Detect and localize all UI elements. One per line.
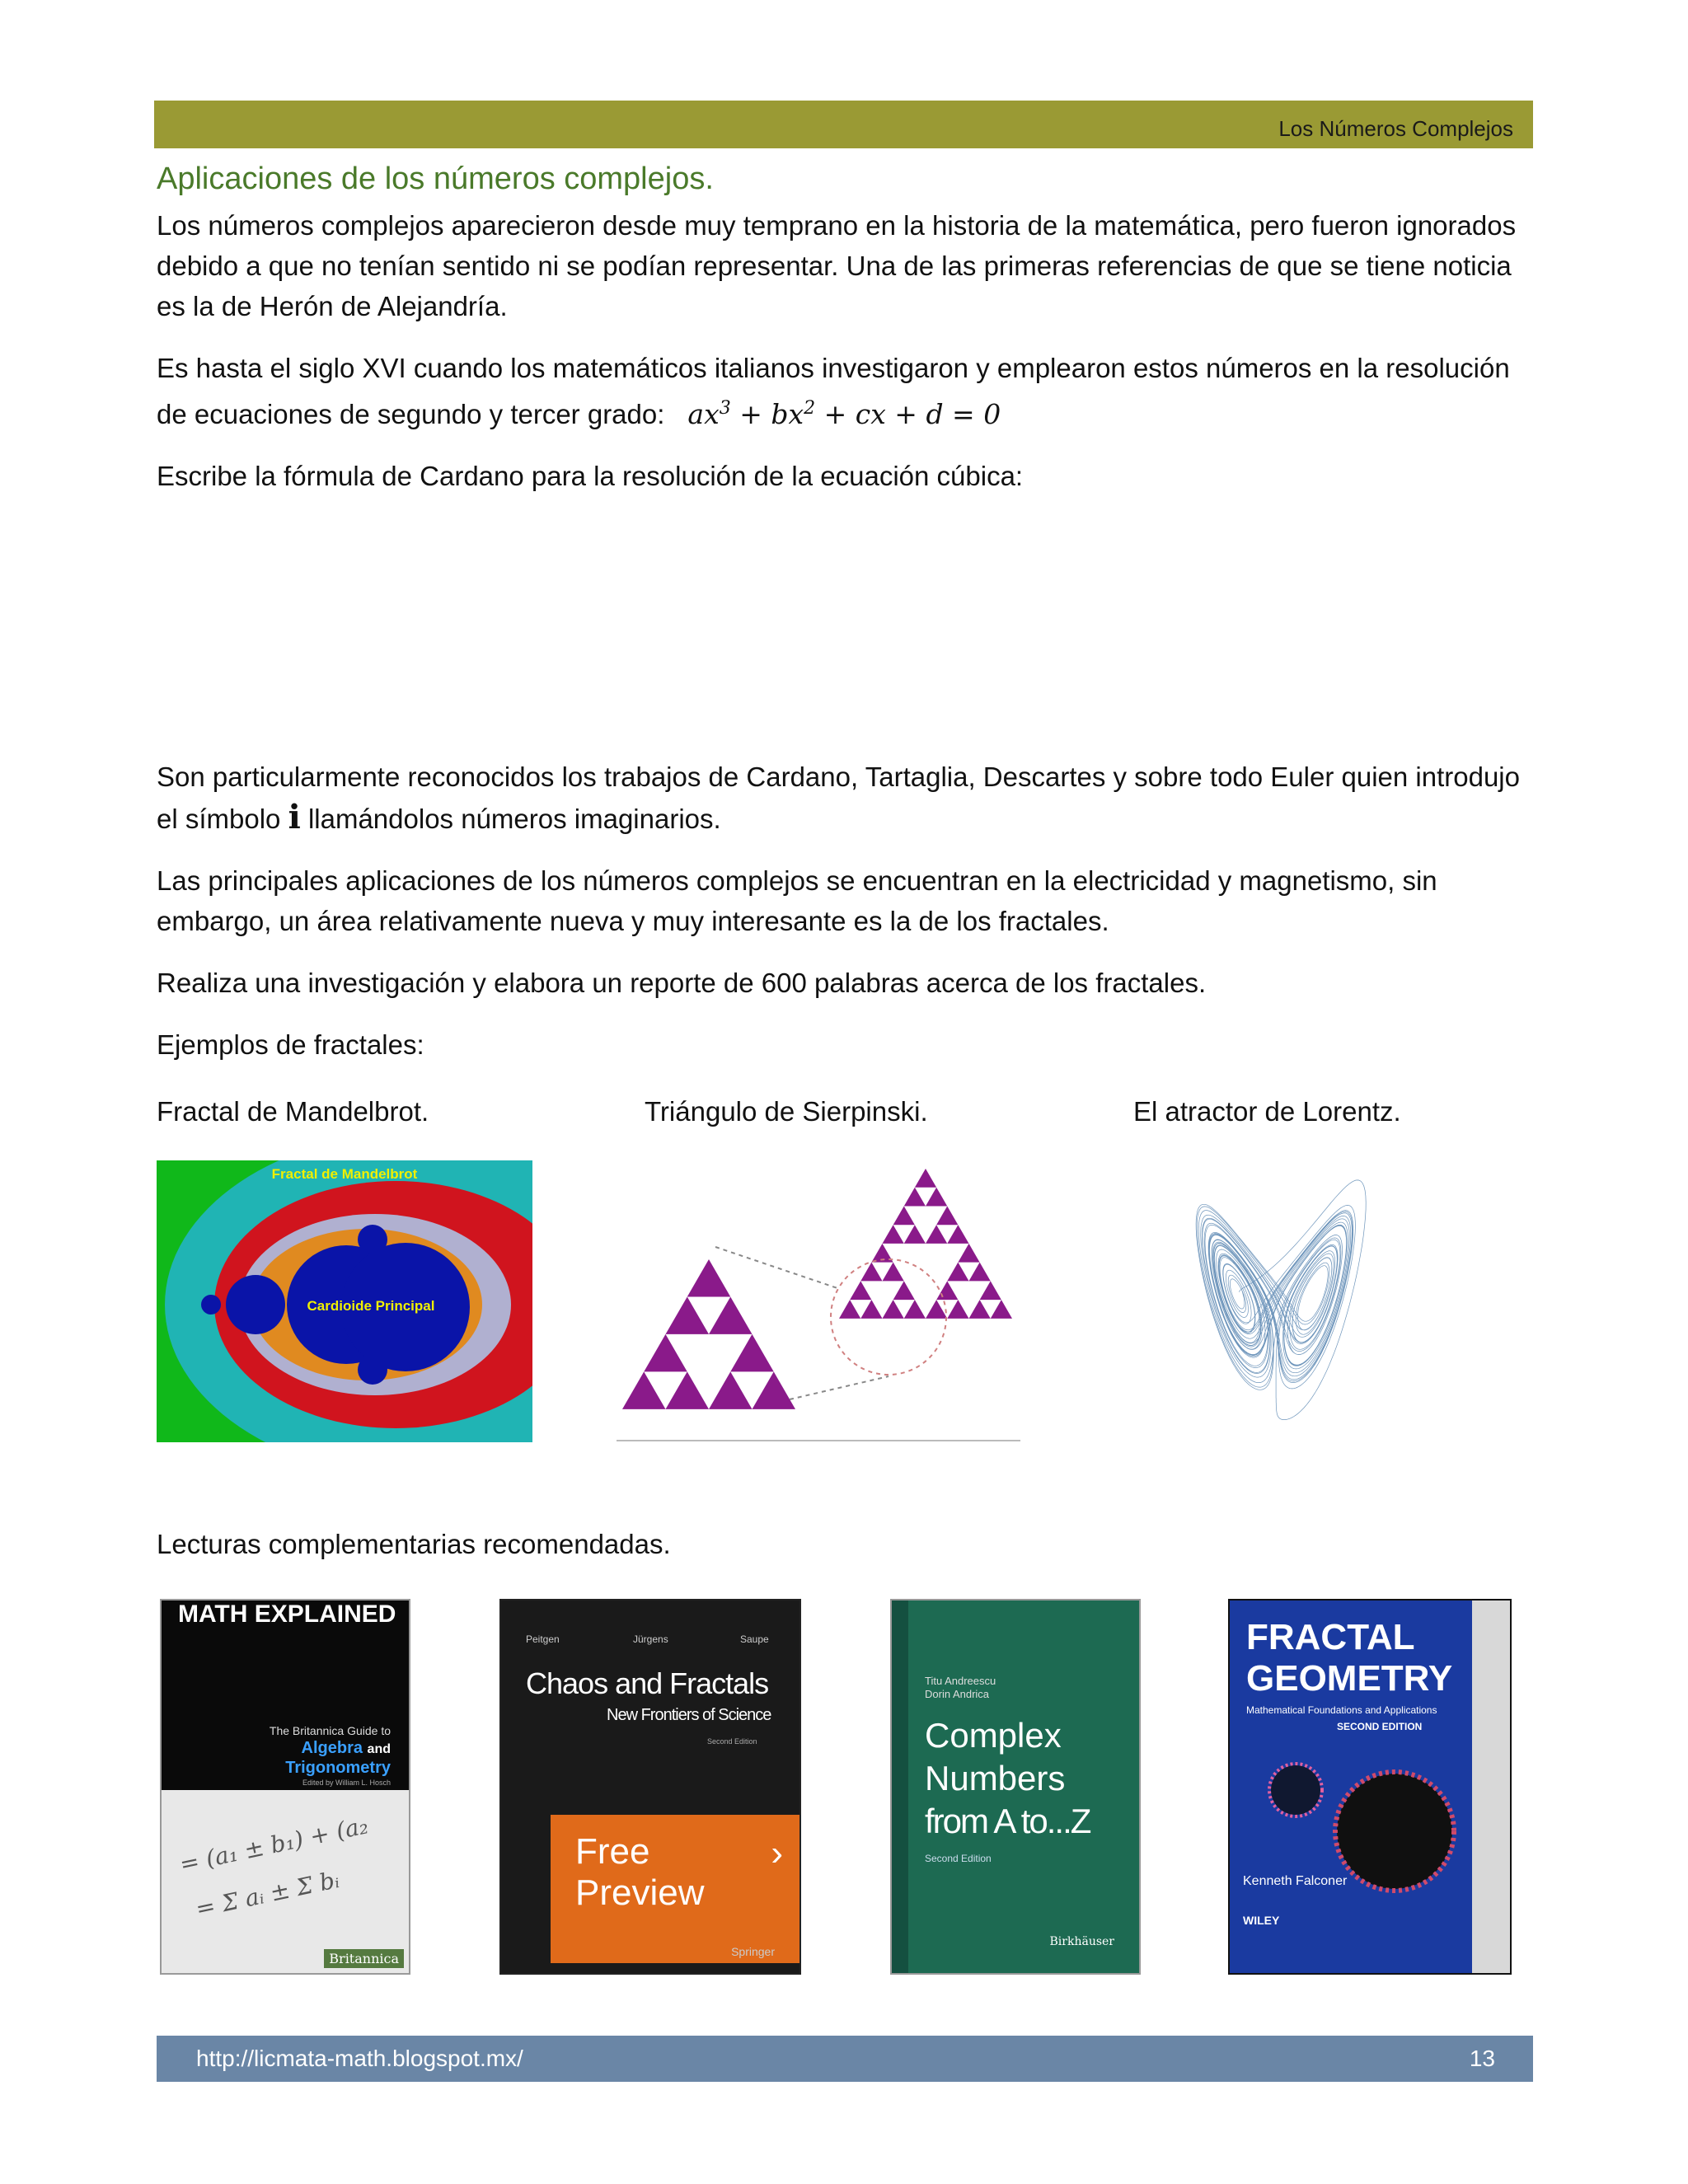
footer-url: http://licmata-math.blogspot.mx/ — [196, 2046, 523, 2071]
header-title: Los Números Complejos — [1278, 116, 1513, 141]
label-sierpinski: Triángulo de Sierpinski. — [645, 1096, 928, 1127]
mandelbrot-figure — [157, 1160, 532, 1442]
label-mandelbrot: Fractal de Mandelbrot. — [157, 1096, 429, 1127]
paragraph-euler: Son particularmente reconocidos los trabajos de Cardano, Tartaglia, Descartes y sobre todo Euler quien introdujo el símbolo i llamándolos números imaginarios. — [157, 762, 1520, 837]
main-content — [157, 162, 1541, 518]
paragraph-examples: Ejemplos de fractales: — [157, 1029, 424, 1060]
header-bar — [154, 101, 1533, 148]
cubic-equation: $ax^3 + bx^2$ + cx + d = 0 — [687, 398, 1001, 430]
book-complex-numbers-cover: Titu Andreescu Dorin Andrica Complex Numbers from A to...Z Second Edition Birkhäuser — [890, 1599, 1141, 1975]
section-title: Aplicaciones de los números complejos. — [157, 162, 714, 196]
book-fractal-geometry-cover: FRACTAL GEOMETRY Mathematical Foundations and Applications SECOND EDITION Kenneth Falconer WILEY — [1228, 1599, 1512, 1975]
paragraph-applications: Las principales aplicaciones de los números complejos se encuentran en la electricidad y magnetismo, sin embargo, un área relativamente nueva y muy interesante es la de los fractales. — [157, 865, 1437, 936]
paragraph-research: Realiza una investigación y elabora un reporte de 600 palabras acerca de los fractales. — [157, 968, 1207, 998]
lorenz-image — [1160, 1160, 1391, 1442]
paragraph-cardano: Escribe la fórmula de Cardano para la resolución de la ecuación cúbica: — [157, 461, 1024, 491]
sierpinski-figure — [617, 1160, 1020, 1442]
paragraph-xvi — [157, 348, 1541, 434]
imaginary-symbol: i — [288, 798, 301, 837]
sierpinski-image — [617, 1160, 1020, 1442]
page-number: 13 — [1469, 2046, 1495, 2071]
label-lorenz: El atractor de Lorentz. — [1133, 1096, 1401, 1127]
mandelbrot-caption: Cardioide Principal — [307, 1298, 435, 1314]
book-algebra-cover: MATH EXPLAINED The Britannica Guide to Algebra and Trigonometry Edited by William L. Hosch = (a₁ ± b₁) + (a₂ = Σ aᵢ ± Σ bᵢ Britannica — [160, 1599, 410, 1975]
lower-content — [157, 757, 1541, 1086]
chevron-right-icon: › — [771, 1833, 783, 1873]
footer-bar — [157, 2036, 1533, 2082]
mandelbrot-image — [157, 1160, 532, 1442]
paragraph-xvi-text: Es hasta el siglo XVI cuando los matemáticos italianos investigaron y emplearon estos números en la resolución de ecuaciones de segundo y tercer grado: — [157, 353, 1510, 429]
lorenz-figure — [1160, 1160, 1391, 1442]
readings-title: Lecturas complementarias recomendadas. — [157, 1529, 671, 1559]
mandelbrot-title: Fractal de Mandelbrot — [271, 1166, 418, 1182]
paragraph-history: Los números complejos aparecieron desde muy temprano en la historia de la matemática, pero fueron ignorados debido a que no tenían sentido ni se podían representar. Una de las primeras referencias de que se tiene noticia es la de Herón de Alejandría. — [157, 210, 1517, 321]
free-preview-badge: Free Preview › — [551, 1815, 799, 1963]
book-chaos-fractals-cover: Peitgen Jürgens Saupe Chaos and Fractals New Frontiers of Science Second Edition Free Preview › Springer — [499, 1599, 801, 1975]
book1-series: MATH EXPLAINED — [178, 1601, 396, 1628]
